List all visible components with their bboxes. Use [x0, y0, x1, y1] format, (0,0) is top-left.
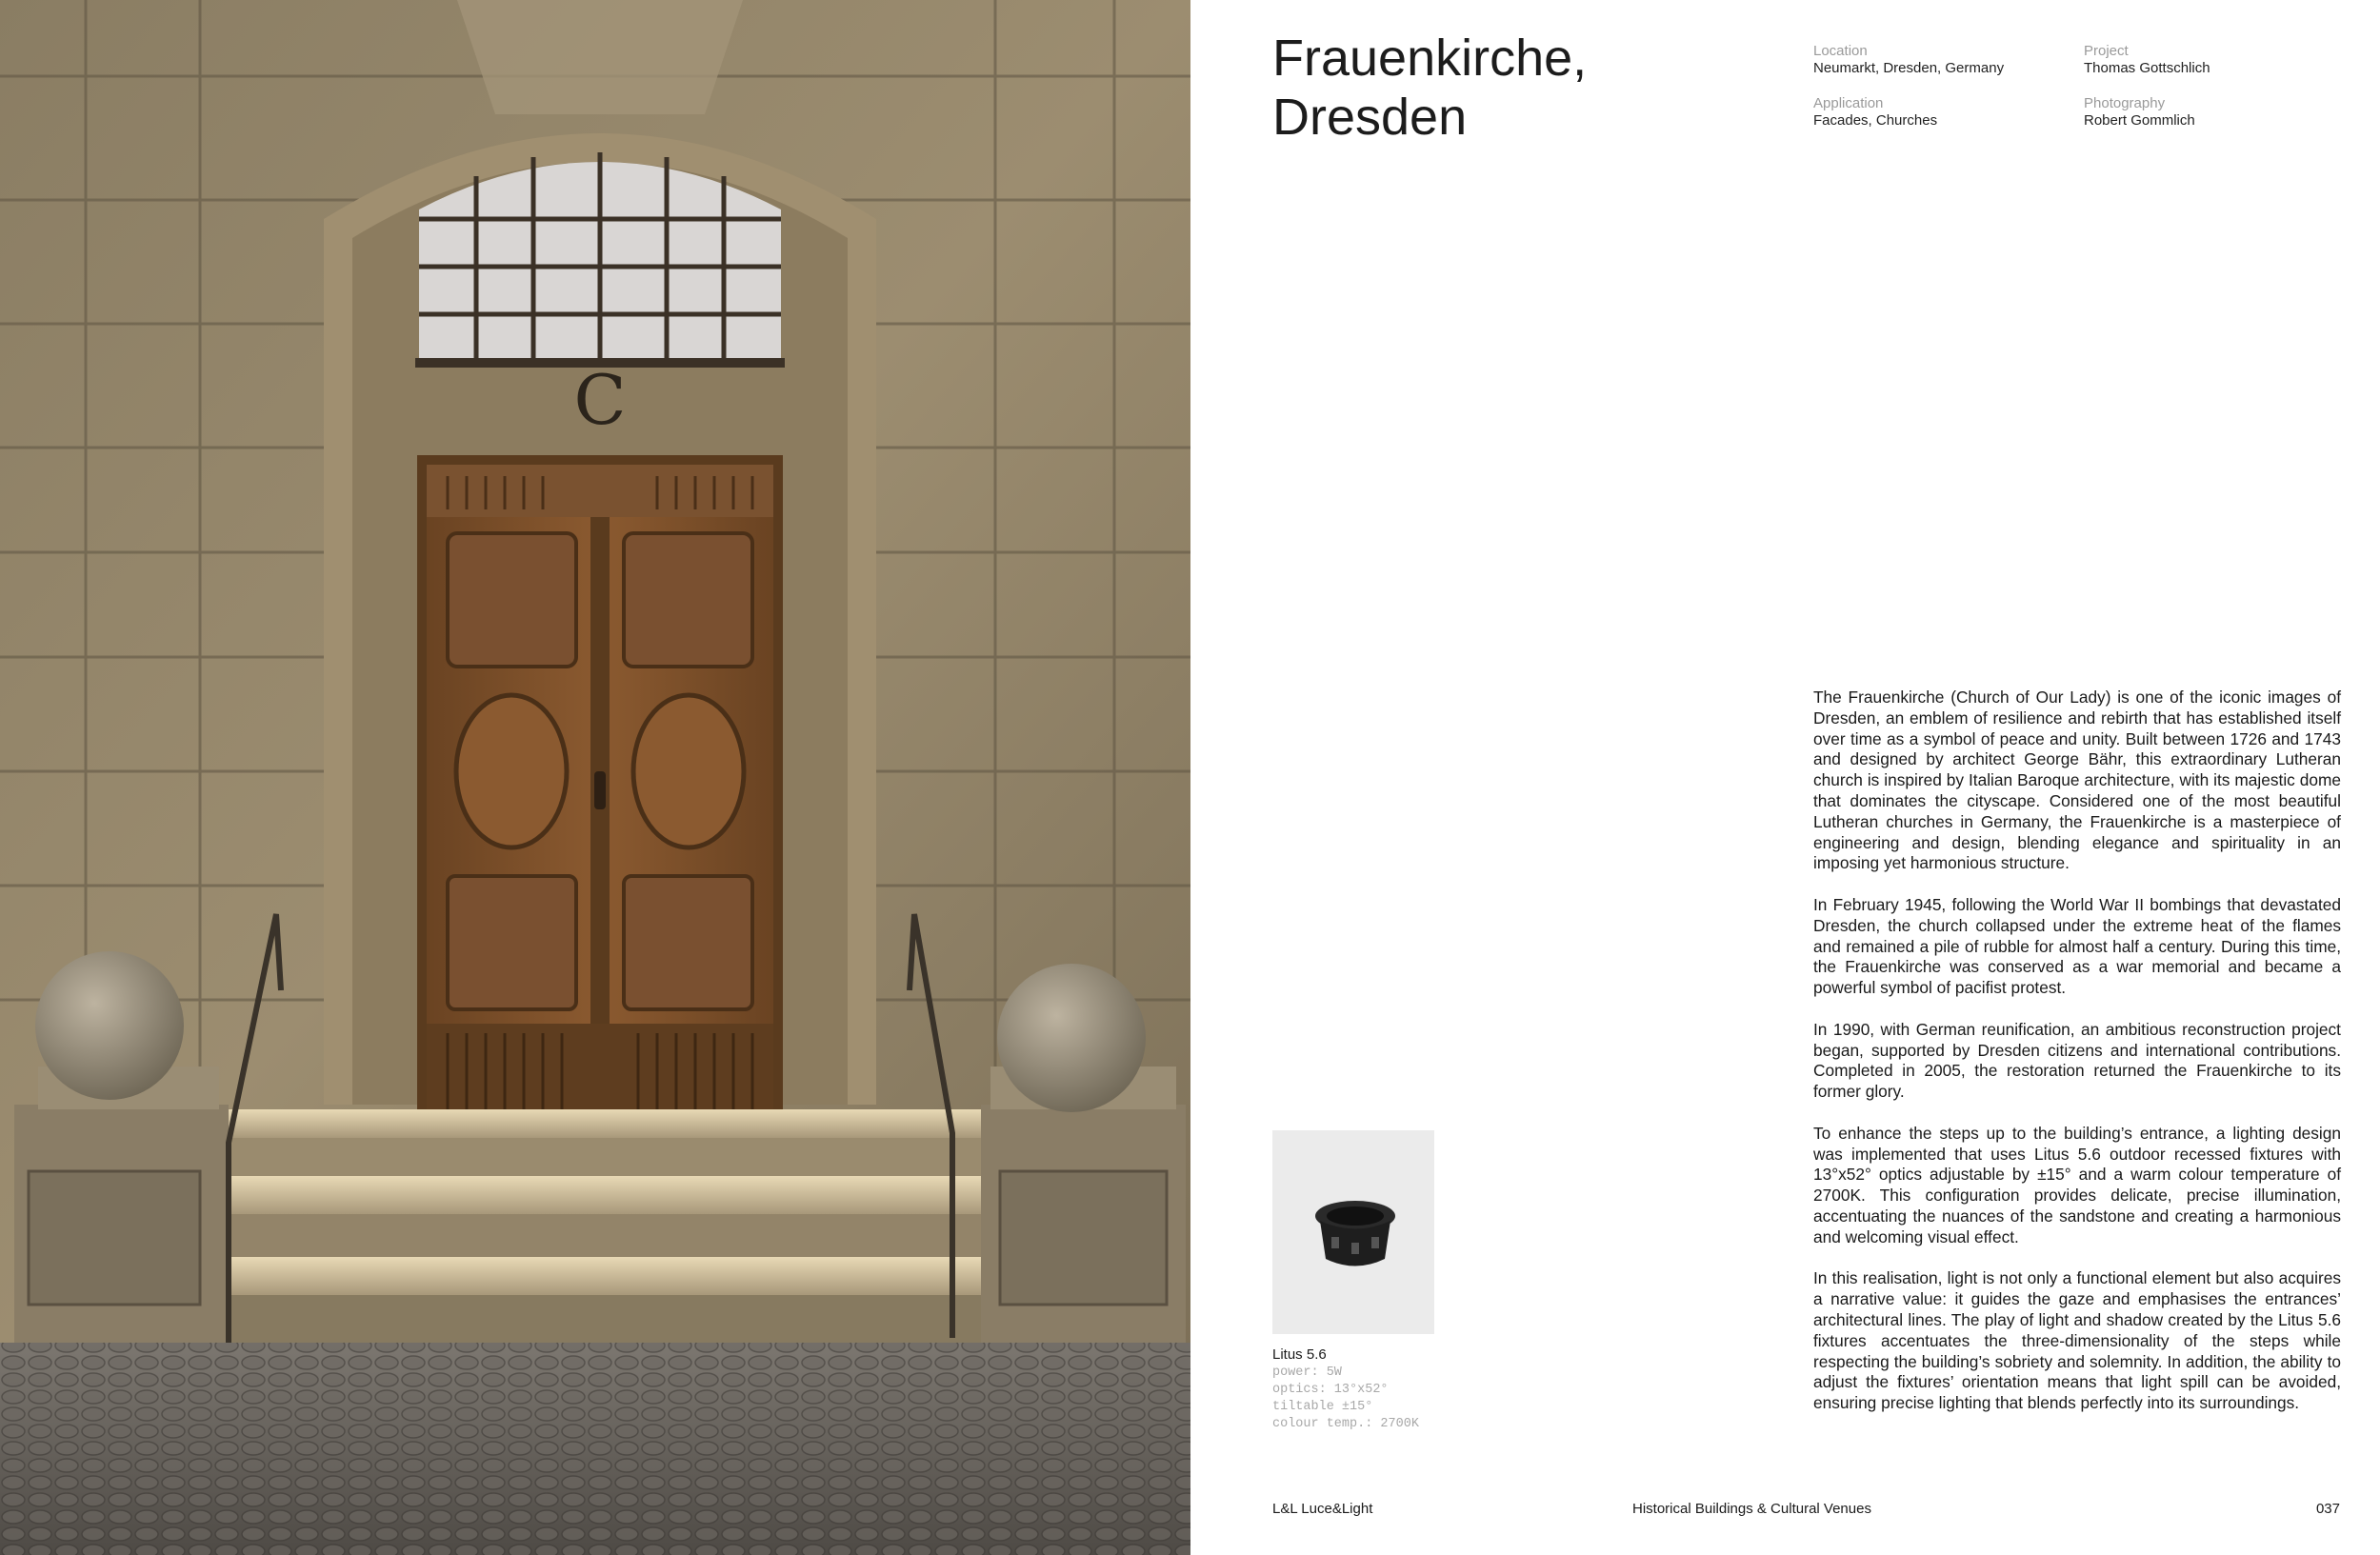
article-body — [1813, 688, 2341, 1435]
body-paragraph-1: The Frauenkirche (Church of Our Lady) is one of the iconic images of Dresden, an emblem of resilience and rebirth that has established itself over time as a symbol of peace and unity. Built between 1726 and 1743 and designed by architect George Bähr, this extraordinary Lutheran church is inspired by Italian Baroque architecture, with its majestic dome that dominates the cityscape. Considered one of the most beautiful Lutheran churches in Germany, the Frauenkirche is a masterpiece of engineering and design, blending elegance and spirituality in an imposing yet harmonious structure. — [1813, 688, 2341, 873]
product-name: Litus 5.6 — [1272, 1346, 1327, 1363]
spec-colour-temp: colour temp.: 2700K — [1272, 1417, 1419, 1431]
meta-project-label: Project — [2084, 43, 2129, 59]
spec-tiltable: tiltable ±15° — [1272, 1400, 1373, 1414]
product-image — [1272, 1130, 1434, 1334]
spec-power: power: 5W — [1272, 1366, 1342, 1380]
page-number: 037 — [2315, 1501, 2340, 1517]
body-paragraph-2: In February 1945, following the World War II bombings that devastated Dresden, the church collapsed under the extreme heat of the flames and remained a pile of rubble for almost half a century. During this time, the Frauenkirche was conserved as a war memorial and became a powerful symbol of pacifist protest. — [1813, 894, 2341, 998]
meta-photography — [2084, 95, 2195, 130]
meta-location — [1813, 43, 2004, 77]
meta-photography-value: Robert Gommlich — [2084, 112, 2195, 129]
light-fixture-icon — [1272, 1130, 1434, 1334]
meta-application — [1813, 95, 1937, 130]
body-paragraph-4: To enhance the steps up to the building’s entrance, a lighting design was implemented that uses Litus 5.6 outdoor recessed fixtures with 13°x52° optics adjustable by ±15° and a warm colour temperature of 2700K. This configuration provides delicate, precise illumination, accentuating the nuances of the sandstone and creating a harmonious and welcoming visual effect. — [1813, 1123, 2341, 1246]
meta-location-label: Location — [1813, 43, 1868, 59]
page-title — [1272, 29, 1587, 147]
meta-location-value: Neumarkt, Dresden, Germany — [1813, 60, 2005, 76]
door-letter: C — [573, 360, 627, 440]
body-paragraph-5: In this realisation, light is not only a functional element but also acquires a narrative value: it guides the gaze and emphasises the entrances’ architectural lines. The play of light and shadow created by the Litus 5.6 fixtures accentuates the three-dimensionality of the steps while respecting the building’s sobriety and solemnity. In addition, the ability to adjust the fixtures’ orientation means that light spill can be avoided, ensuring precise lighting that blends perfectly into its surroundings. — [1813, 1268, 2341, 1413]
title-line-1: Frauenkirche, — [1272, 30, 1588, 87]
meta-application-label: Application — [1813, 95, 1884, 111]
product-specs — [1272, 1365, 1419, 1433]
meta-project-value: Thomas Gottschlich — [2084, 60, 2210, 76]
footer-section: Historical Buildings & Cultural Venues — [1632, 1501, 1871, 1517]
meta-project — [2084, 43, 2210, 77]
body-paragraph-3: In 1990, with German reunification, an ambitious reconstruction project began, supported by Dresden citizens and international contributions. Completed in 2005, the restoration returned the Frauenkirche to its former glory. — [1813, 1019, 2341, 1102]
footer-publication: L&L Luce&Light — [1272, 1501, 1373, 1517]
title-line-2: Dresden — [1272, 89, 1468, 146]
meta-photography-label: Photography — [2084, 95, 2166, 111]
spec-optics: optics: 13°x52° — [1272, 1383, 1389, 1397]
meta-application-value: Facades, Churches — [1813, 112, 1938, 129]
